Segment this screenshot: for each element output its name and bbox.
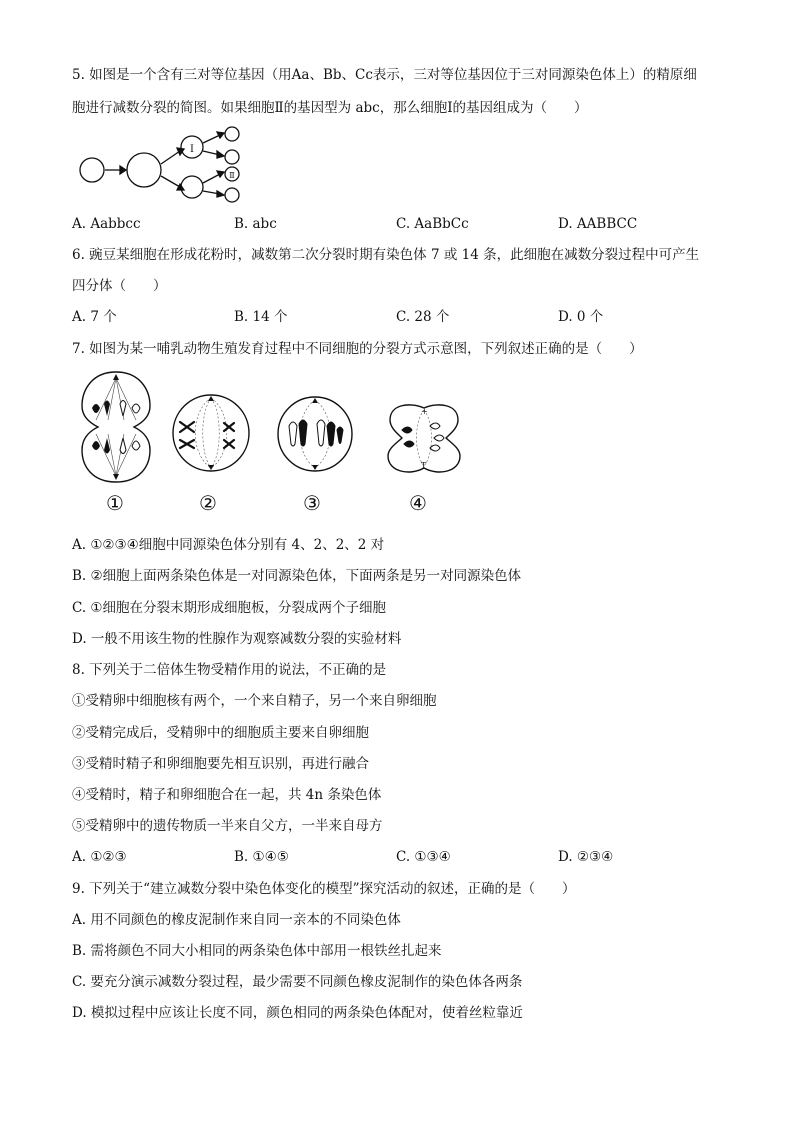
q5-stem-line1: 5. 如图是一个含有三对等位基因（用Aa、Bb、Cc表示，三对等位基因位于三对同源染色体上）的精原细 xyxy=(72,67,697,83)
q5-option-c[interactable]: C. AaBbCc xyxy=(396,216,469,232)
q5-stem-line2: 胞进行减数分裂的简图。如果细胞Ⅱ的基因型为 abc，那么细胞Ⅰ的基因组成为（ ） xyxy=(72,100,588,116)
cell-label-3: ③ xyxy=(303,491,321,515)
q9-option-b[interactable]: B. 需将颜色不同大小相同的两条染色体中部用一根铁丝扎起来 xyxy=(72,943,442,959)
cell-figure-4 xyxy=(380,398,468,478)
spermatid-cell xyxy=(225,127,239,141)
q9-option-c[interactable]: C. 要充分演示减数分裂过程，最少需要不同颜色橡皮泥制作的染色体各两条 xyxy=(72,974,523,990)
q8-statement-4: ④受精时，精子和卵细胞合在一起，共 4n 条染色体 xyxy=(72,787,382,803)
q9-option-a[interactable]: A. 用不同颜色的橡皮泥制作来自同一亲本的不同染色体 xyxy=(72,912,401,928)
q6-stem-line2: 四分体（ ） xyxy=(72,278,167,294)
q8-statement-5: ⑤受精卵中的遗传物质一半来自父方，一半来自母方 xyxy=(72,818,383,834)
q6-option-c[interactable]: C. 28 个 xyxy=(396,309,450,325)
q8-option-d[interactable]: D. ②③④ xyxy=(558,849,614,865)
cell-figure-3 xyxy=(275,394,355,474)
q8-option-a[interactable]: A. ①②③ xyxy=(72,849,127,865)
q6-option-d[interactable]: D. 0 个 xyxy=(558,309,604,325)
cell-label-2: ② xyxy=(199,491,217,515)
q7-option-b[interactable]: B. ②细胞上面两条染色体是一对同源染色体，下面两条是另一对同源染色体 xyxy=(72,568,522,584)
cell-label-4: ④ xyxy=(409,491,427,515)
q7-option-d[interactable]: D. 一般不用该生物的性腺作为观察减数分裂的实验材料 xyxy=(72,631,402,647)
cell-label-1: ① xyxy=(106,491,124,515)
spermatid-cell xyxy=(225,188,239,202)
spermatogonium-cell xyxy=(80,158,104,182)
svg-text:+: + xyxy=(421,407,428,416)
cell-figure-1 xyxy=(78,368,154,486)
q5-option-d[interactable]: D. AABBCC xyxy=(558,216,638,232)
q8-option-c[interactable]: C. ①③④ xyxy=(396,849,451,865)
q6-option-b[interactable]: B. 14 个 xyxy=(234,309,288,325)
cell-I-label: Ⅰ xyxy=(190,144,194,155)
q6-option-a[interactable]: A. 7 个 xyxy=(72,309,117,325)
q9-option-d[interactable]: D. 模拟过程中应该让长度不同，颜色相同的两条染色体配对，使着丝粒靠近 xyxy=(72,1005,523,1021)
q9-stem-line1: 9. 下列关于“建立减数分裂中染色体变化的模型”探究活动的叙述，正确的是（ ） xyxy=(72,881,576,897)
secondary-spermatocyte-cell xyxy=(181,176,203,198)
q8-stem-line1: 8. 下列关于二倍体生物受精作用的说法，不正确的是 xyxy=(72,662,387,678)
cell-II-label: Ⅱ xyxy=(229,171,235,180)
spermatid-cell xyxy=(225,150,239,164)
svg-text:T: T xyxy=(421,461,427,470)
q8-option-b[interactable]: B. ①④⑤ xyxy=(234,849,289,865)
q5-option-b[interactable]: B. abc xyxy=(234,216,277,232)
cell-figure-2 xyxy=(170,392,252,474)
q6-stem-line1: 6. 豌豆某细胞在形成花粉时，减数第二次分裂时期有染色体 7 或 14 条，此细胞在减数分裂过程中可产生 xyxy=(72,247,700,263)
q7-option-c[interactable]: C. ①细胞在分裂末期形成细胞板，分裂成两个子细胞 xyxy=(72,600,387,616)
q7-option-a[interactable]: A. ①②③④细胞中同源染色体分别有 4、2、2、2 对 xyxy=(72,537,385,553)
q7-stem-line1: 7. 如图为某一哺乳动物生殖发育过程中不同细胞的分裂方式示意图，下列叙述正确的是（ ） xyxy=(72,341,643,357)
q8-statement-2: ②受精完成后，受精卵中的细胞质主要来自卵细胞 xyxy=(72,725,369,741)
meiosis-flow-diagram xyxy=(76,124,256,204)
q8-statement-1: ①受精卵中细胞核有两个，一个来自精子，另一个来自卵细胞 xyxy=(72,693,437,709)
primary-spermatocyte-cell xyxy=(127,153,161,187)
q5-option-a[interactable]: A. Aabbcc xyxy=(72,216,141,232)
q8-statement-3: ③受精时精子和卵细胞要先相互识别，再进行融合 xyxy=(72,756,369,772)
